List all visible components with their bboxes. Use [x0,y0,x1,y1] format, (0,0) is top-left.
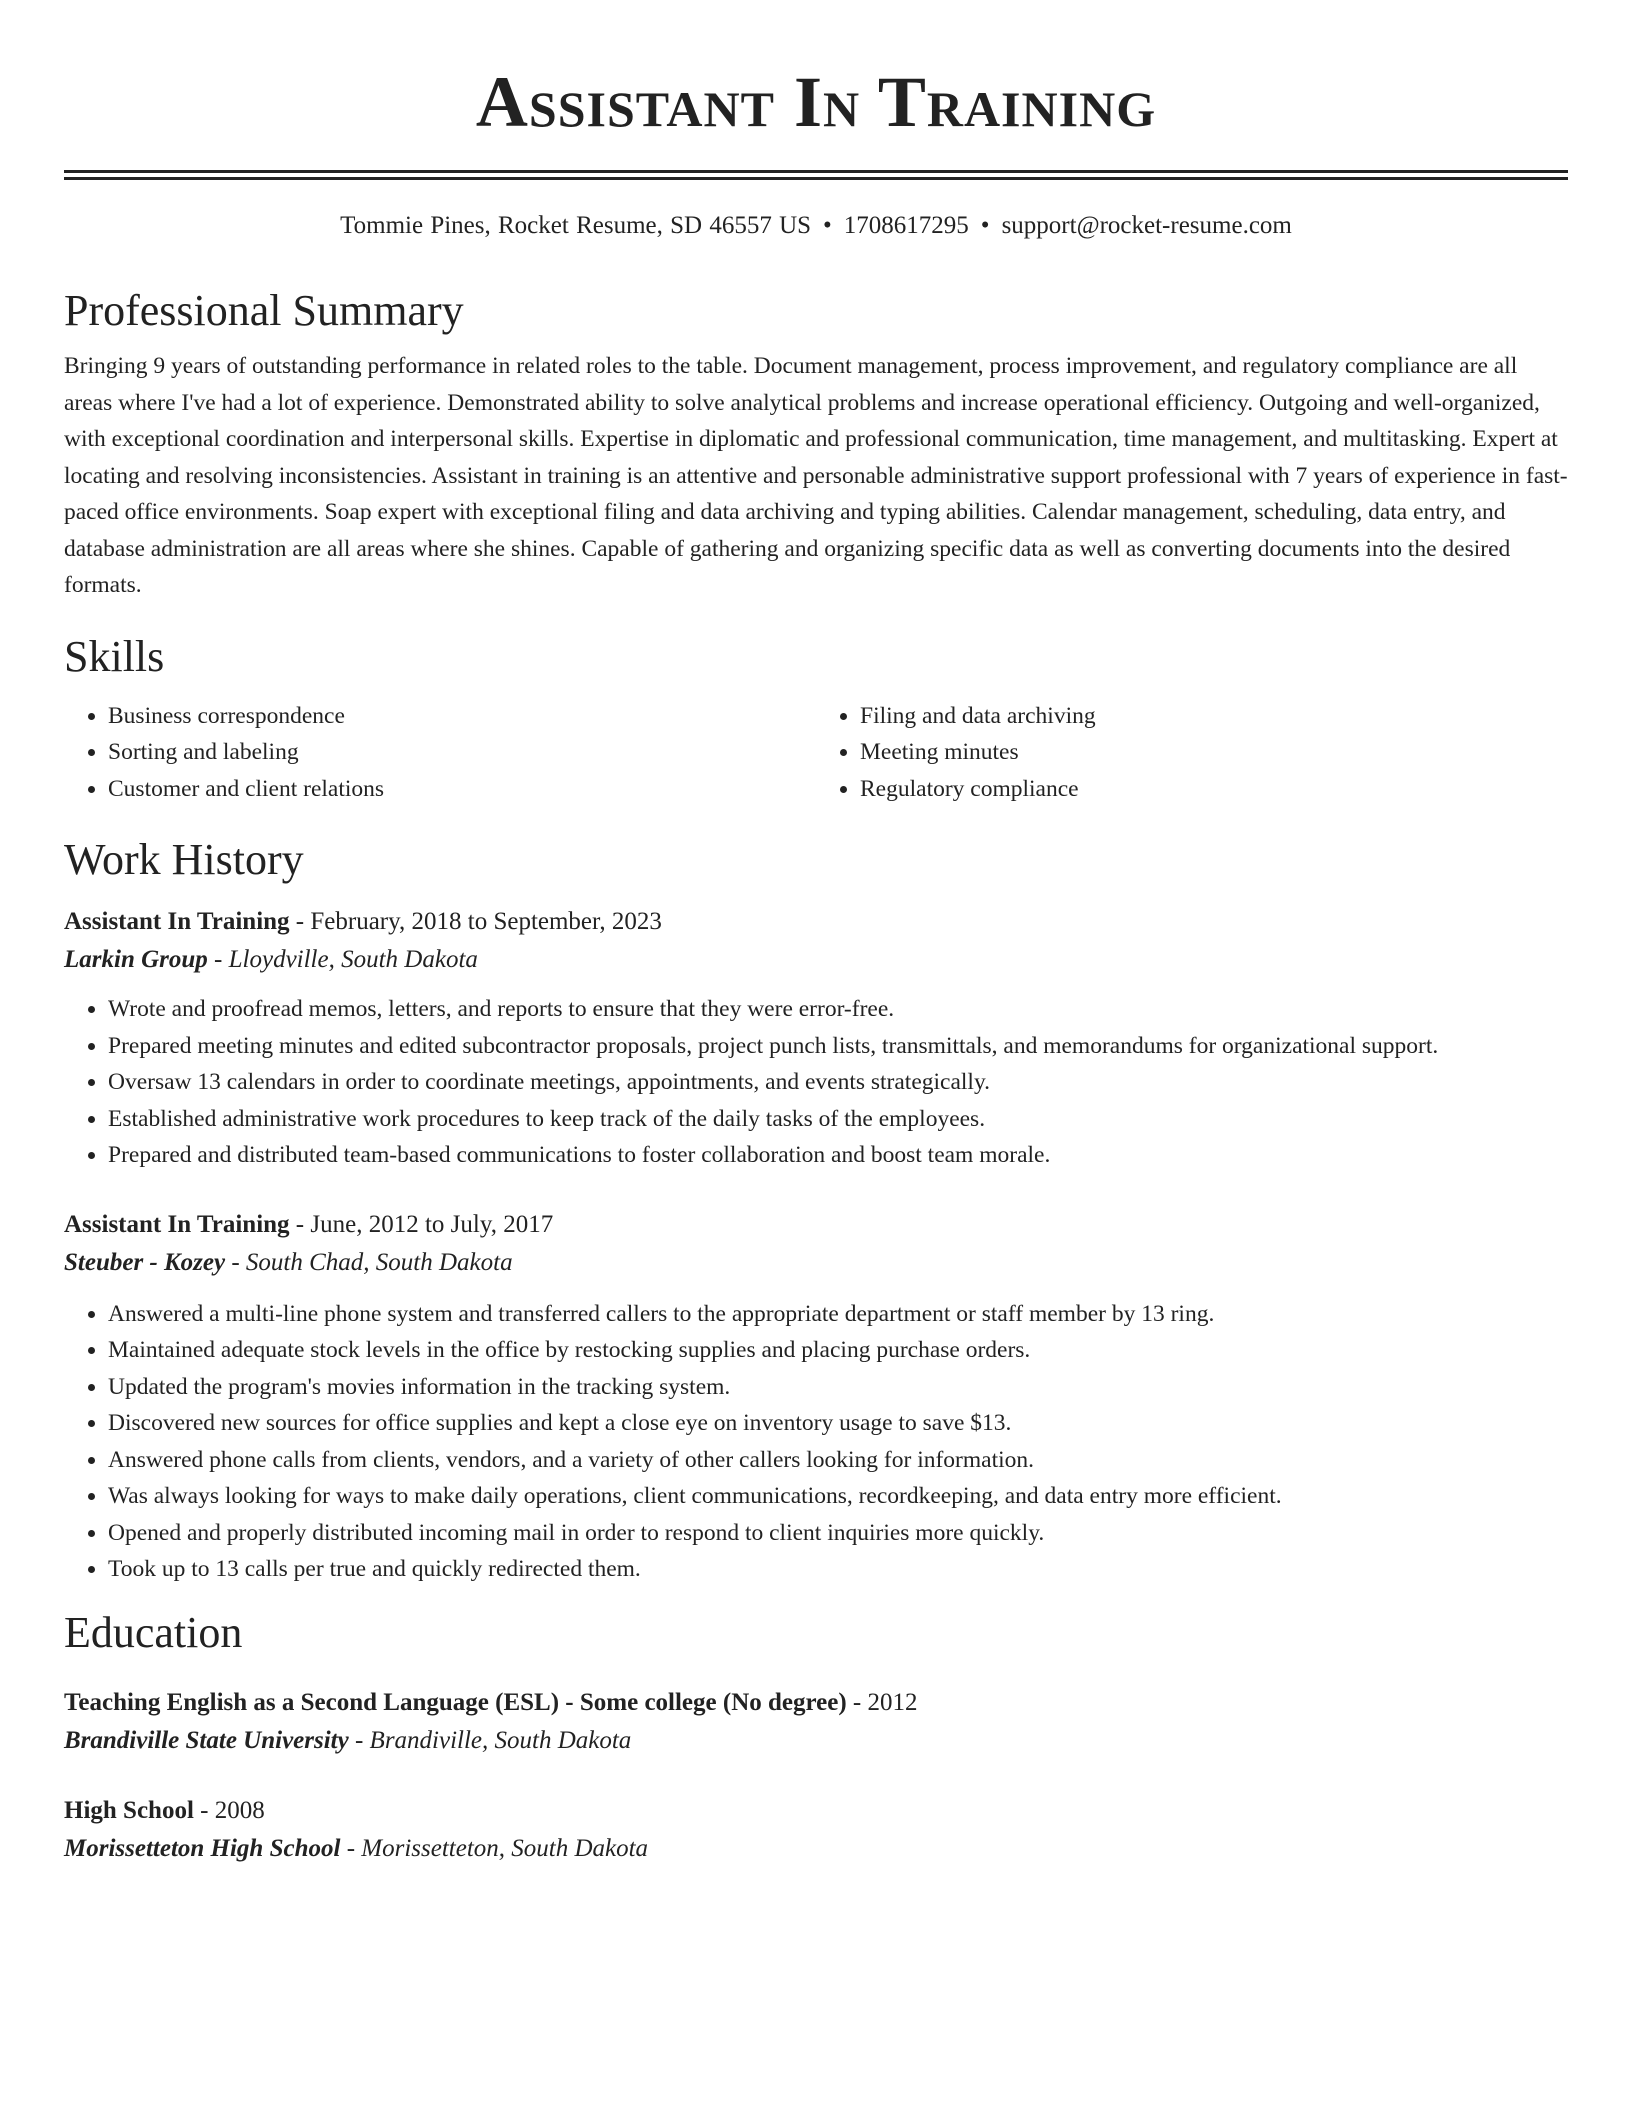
job-duty: • Maintained adequate stock levels in the office by restocking supplies and placing purchase orders. [108,1332,1568,1369]
job-dates: - February, 2018 to September, 2023 [289,908,662,935]
section-title-skills: Skills [64,631,165,681]
contact-address: Tommie Pines, Rocket Resume, SD 46557 US [340,212,812,239]
job-duty: • Prepared and distributed team-based communications to foster collaboration and boost team morale. [108,1137,1568,1174]
job-entry [64,1206,1568,1588]
skill-item: • Regulatory compliance [860,771,1568,808]
skill-item: • Meeting minutes [860,734,1568,771]
education-year: - 2012 [846,1688,918,1716]
contact-separator: • [823,212,832,239]
education-entry [64,1792,1568,1868]
section-title-summary: Professional Summary [64,286,464,335]
job-duties [64,1296,1568,1588]
education-year: - 2008 [193,1796,265,1824]
job-role: Assistant In Training [64,908,290,935]
job-dates: - June, 2012 to July, 2017 [289,1210,554,1238]
job-duty: • Established administrative work procedures to keep track of the daily tasks of the employees. [108,1101,1568,1138]
contact-email: support@rocket-resume.com [1001,212,1292,239]
skill-item: • Sorting and labeling [108,734,816,771]
education-school: Morissetteton High School [64,1834,341,1862]
job-duty: • Answered phone calls from clients, vendors, and a variety of other callers looking for information. [108,1442,1568,1479]
job-company: Steuber - Kozey [64,1248,226,1276]
education-school: Brandiville State University [64,1726,349,1754]
job-entry [64,903,1568,1174]
job-duty: • Was always looking for ways to make daily operations, client communications, recordkeeping, and data entry more efficient. [108,1478,1568,1515]
education-location: - Brandiville, South Dakota [348,1726,632,1754]
job-duty: • Took up to 13 calls per true and quickly redirected them. [108,1551,1568,1588]
job-duty: • Discovered new sources for office supplies and kept a close eye on inventory usage to save $13. [108,1405,1568,1442]
skills-column-left [64,698,816,808]
job-employer [64,1244,1568,1282]
skill-item: • Customer and client relations [108,771,816,808]
job-location: - South Chad, South Dakota [225,1248,513,1276]
summary-text: Bringing 9 years of outstanding performance in related roles to the table. Document management, process improvement, and regulatory compliance are all areas where I've had a lot of experience. Demonstrated ability to solve analytical problems and increase operational efficiency. Outgoing and well-organized, with exceptional coordination and interpersonal skills. Expertise in diplomatic and professional communication, time management, and multitasking. Expert at locating and resolving inconsistencies. Assistant in training is an attentive and personable administrative support professional with 7 years of experience in fast-paced office environments. Soap expert with exceptional filing and data archiving and typing abilities. Calendar management, scheduling, data entry, and database administration are all areas where she shines. Capable of gathering and organizing specific data as well as converting documents into the desired formats. [64,353,1568,598]
skills-column-right [816,698,1568,808]
contact-separator: • [980,212,990,239]
section-title-work-history: Work History [64,835,304,884]
job-heading [64,903,1568,941]
job-location: - Lloydville, South Dakota [207,946,478,973]
job-role: Assistant In Training [64,1210,290,1238]
education-heading [64,1684,1568,1722]
job-duty: • Prepared meeting minutes and edited subcontractor proposals, project punch lists, transmittals, and memorandums for organizational support. [108,1028,1568,1065]
job-company: Larkin Group [64,946,208,973]
job-employer [64,941,1568,979]
resume-name: Assistant In Training [475,62,1157,142]
education-institution [64,1722,1568,1760]
skills-list [64,698,1568,808]
job-duty: • Opened and properly distributed incoming mail in order to respond to client inquiries more quickly. [108,1515,1568,1552]
job-duties [64,991,1568,1174]
skill-item: • Filing and data archiving [860,698,1568,735]
job-heading [64,1206,1568,1244]
education-institution [64,1830,1568,1868]
job-duty: • Wrote and proofread memos, letters, and reports to ensure that they were error-free. [108,991,1568,1028]
contact-phone: 1708617295 [843,212,969,239]
education-degree: High School [64,1796,194,1824]
job-duty: • Updated the program's movies information in the tracking system. [108,1369,1568,1406]
job-duty: • Answered a multi-line phone system and transferred callers to the appropriate department or staff member by 13 ring. [108,1296,1568,1333]
education-degree: Teaching English as a Second Language (ESL) - Some college (No degree) [64,1688,847,1716]
contact-line [64,210,1568,242]
job-duty: • Oversaw 13 calendars in order to coordinate meetings, appointments, and events strategically. [108,1064,1568,1101]
section-title-education: Education [64,1607,243,1657]
header-divider [64,170,1568,180]
education-location: - Morissetteton, South Dakota [340,1834,649,1862]
skill-item: • Business correspondence [108,698,816,735]
education-heading [64,1792,1568,1830]
education-entry [64,1684,1568,1760]
